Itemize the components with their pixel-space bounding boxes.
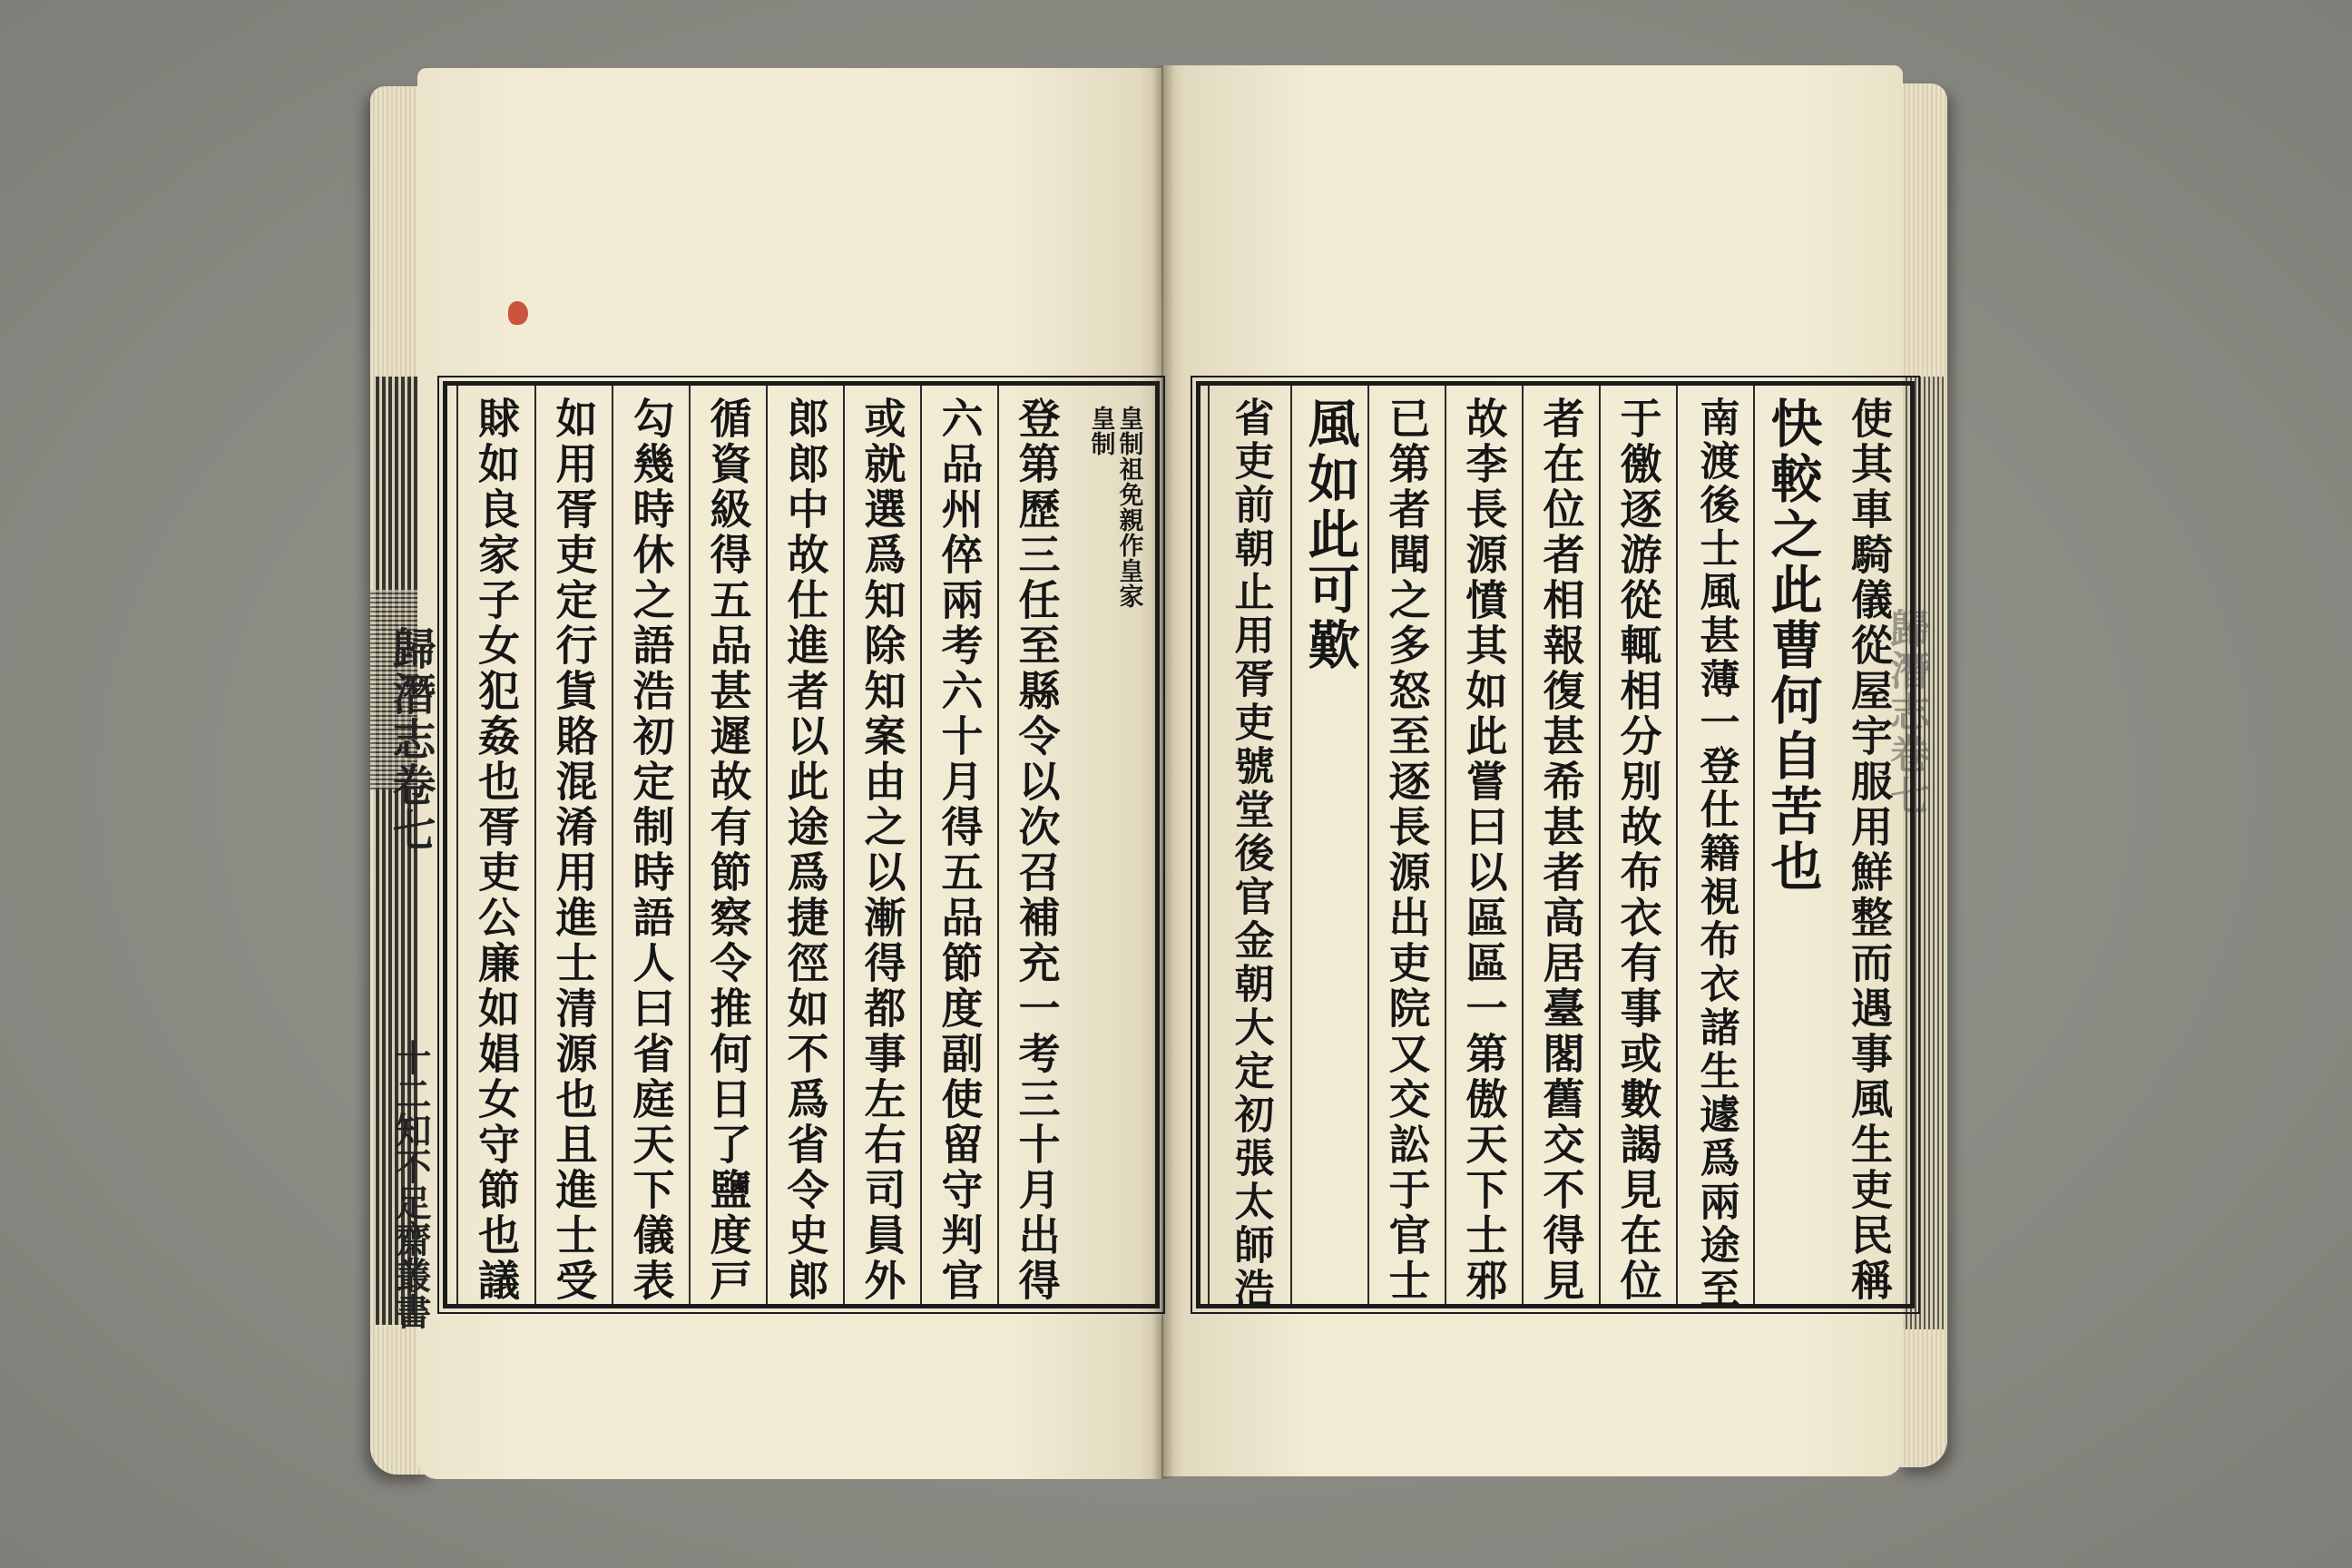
left-col-4-text: 或就選爲知除知案由之以漸得都事左右司員外 <box>858 397 907 1304</box>
left-col-5-text: 郎郎中故仕進者以此途爲捷徑如不爲省令史郎 <box>780 397 830 1304</box>
right-col-3 <box>1676 386 1753 1311</box>
left-col-1-note <box>1086 406 1143 609</box>
right-col-2-text: 快較之此曹何自苦也 <box>1762 397 1823 895</box>
right-text-frame <box>1196 381 1915 1311</box>
left-col-8-text: 如用胥吏定行貨賂混淆用進士清源也且進士受 <box>549 397 599 1304</box>
right-col-6-text: 故李長源憤其如此嘗曰以區區一第傲天下士邪 <box>1459 397 1509 1304</box>
right-col-1-text: 使其車騎儀從屋宇服用鮮整而遇事風生吏民稱 <box>1845 397 1894 1304</box>
left-col-9 <box>456 386 534 1304</box>
left-col-9-text: 賕如良家子女犯姦也胥吏公廉如娼女守節也議 <box>472 397 521 1304</box>
right-col-4-text: 于徼逐游從輒相分別故布衣有事或數謁見在位 <box>1613 397 1663 1304</box>
left-col-1-note-right: 皇制祖免親作皇家 <box>1114 406 1143 609</box>
left-col-2 <box>997 386 1074 1304</box>
left-col-6 <box>689 386 766 1304</box>
right-col-5-text: 者在位者相報復甚希甚者高居臺閣舊交不得見 <box>1536 397 1586 1304</box>
left-col-5 <box>766 386 843 1304</box>
left-col-1 <box>1074 386 1155 1304</box>
right-col-6 <box>1445 386 1522 1304</box>
left-col-8 <box>534 386 612 1304</box>
right-col-4 <box>1599 386 1676 1304</box>
left-col-3 <box>920 386 997 1304</box>
right-col-3-text: 南渡後士風甚薄一登仕籍視布衣諸生遽爲兩途至 <box>1692 397 1740 1311</box>
left-text-frame <box>443 381 1160 1308</box>
right-col-8-text: 風如此可歎 <box>1299 397 1360 673</box>
left-col-7-text: 勾幾時休之語浩初定制時語人曰省庭天下儀表 <box>626 397 676 1304</box>
right-col-7-text: 已第者聞之多怒至逐長源出吏院又交訟于官士 <box>1382 397 1432 1304</box>
left-col-3-text: 六品州倅兩考六十月得五品節度副使留守判官 <box>935 397 985 1304</box>
right-col-8 <box>1290 386 1367 1304</box>
right-col-5 <box>1522 386 1599 1304</box>
left-fold-footer: 十二知不足齋叢書 <box>389 1039 432 1329</box>
left-col-6-text: 循資級得五品甚遲故有節察令推何日了鹽度戸 <box>703 397 753 1304</box>
left-col-1-split <box>1086 397 1143 1304</box>
left-col-4 <box>843 386 920 1304</box>
left-fold-title: 歸潛志卷七 <box>385 626 436 853</box>
right-col-2 <box>1753 386 1830 1304</box>
right-col-7 <box>1367 386 1445 1304</box>
right-col-9 <box>1208 386 1290 1311</box>
red-ink-mark <box>508 301 528 325</box>
right-col-9-text: 省吏前朝止用胥吏號堂後官金朝大定初張太師浩 <box>1227 397 1274 1311</box>
right-col-1 <box>1830 386 1908 1304</box>
left-col-1-note-left: 皇制 <box>1086 406 1115 456</box>
left-col-7 <box>612 386 689 1304</box>
right-fold-title: 歸潛志卷七 <box>1883 608 1929 817</box>
left-col-2-text: 登第歷三任至縣令以次召補充一考三十月出得 <box>1012 397 1062 1304</box>
